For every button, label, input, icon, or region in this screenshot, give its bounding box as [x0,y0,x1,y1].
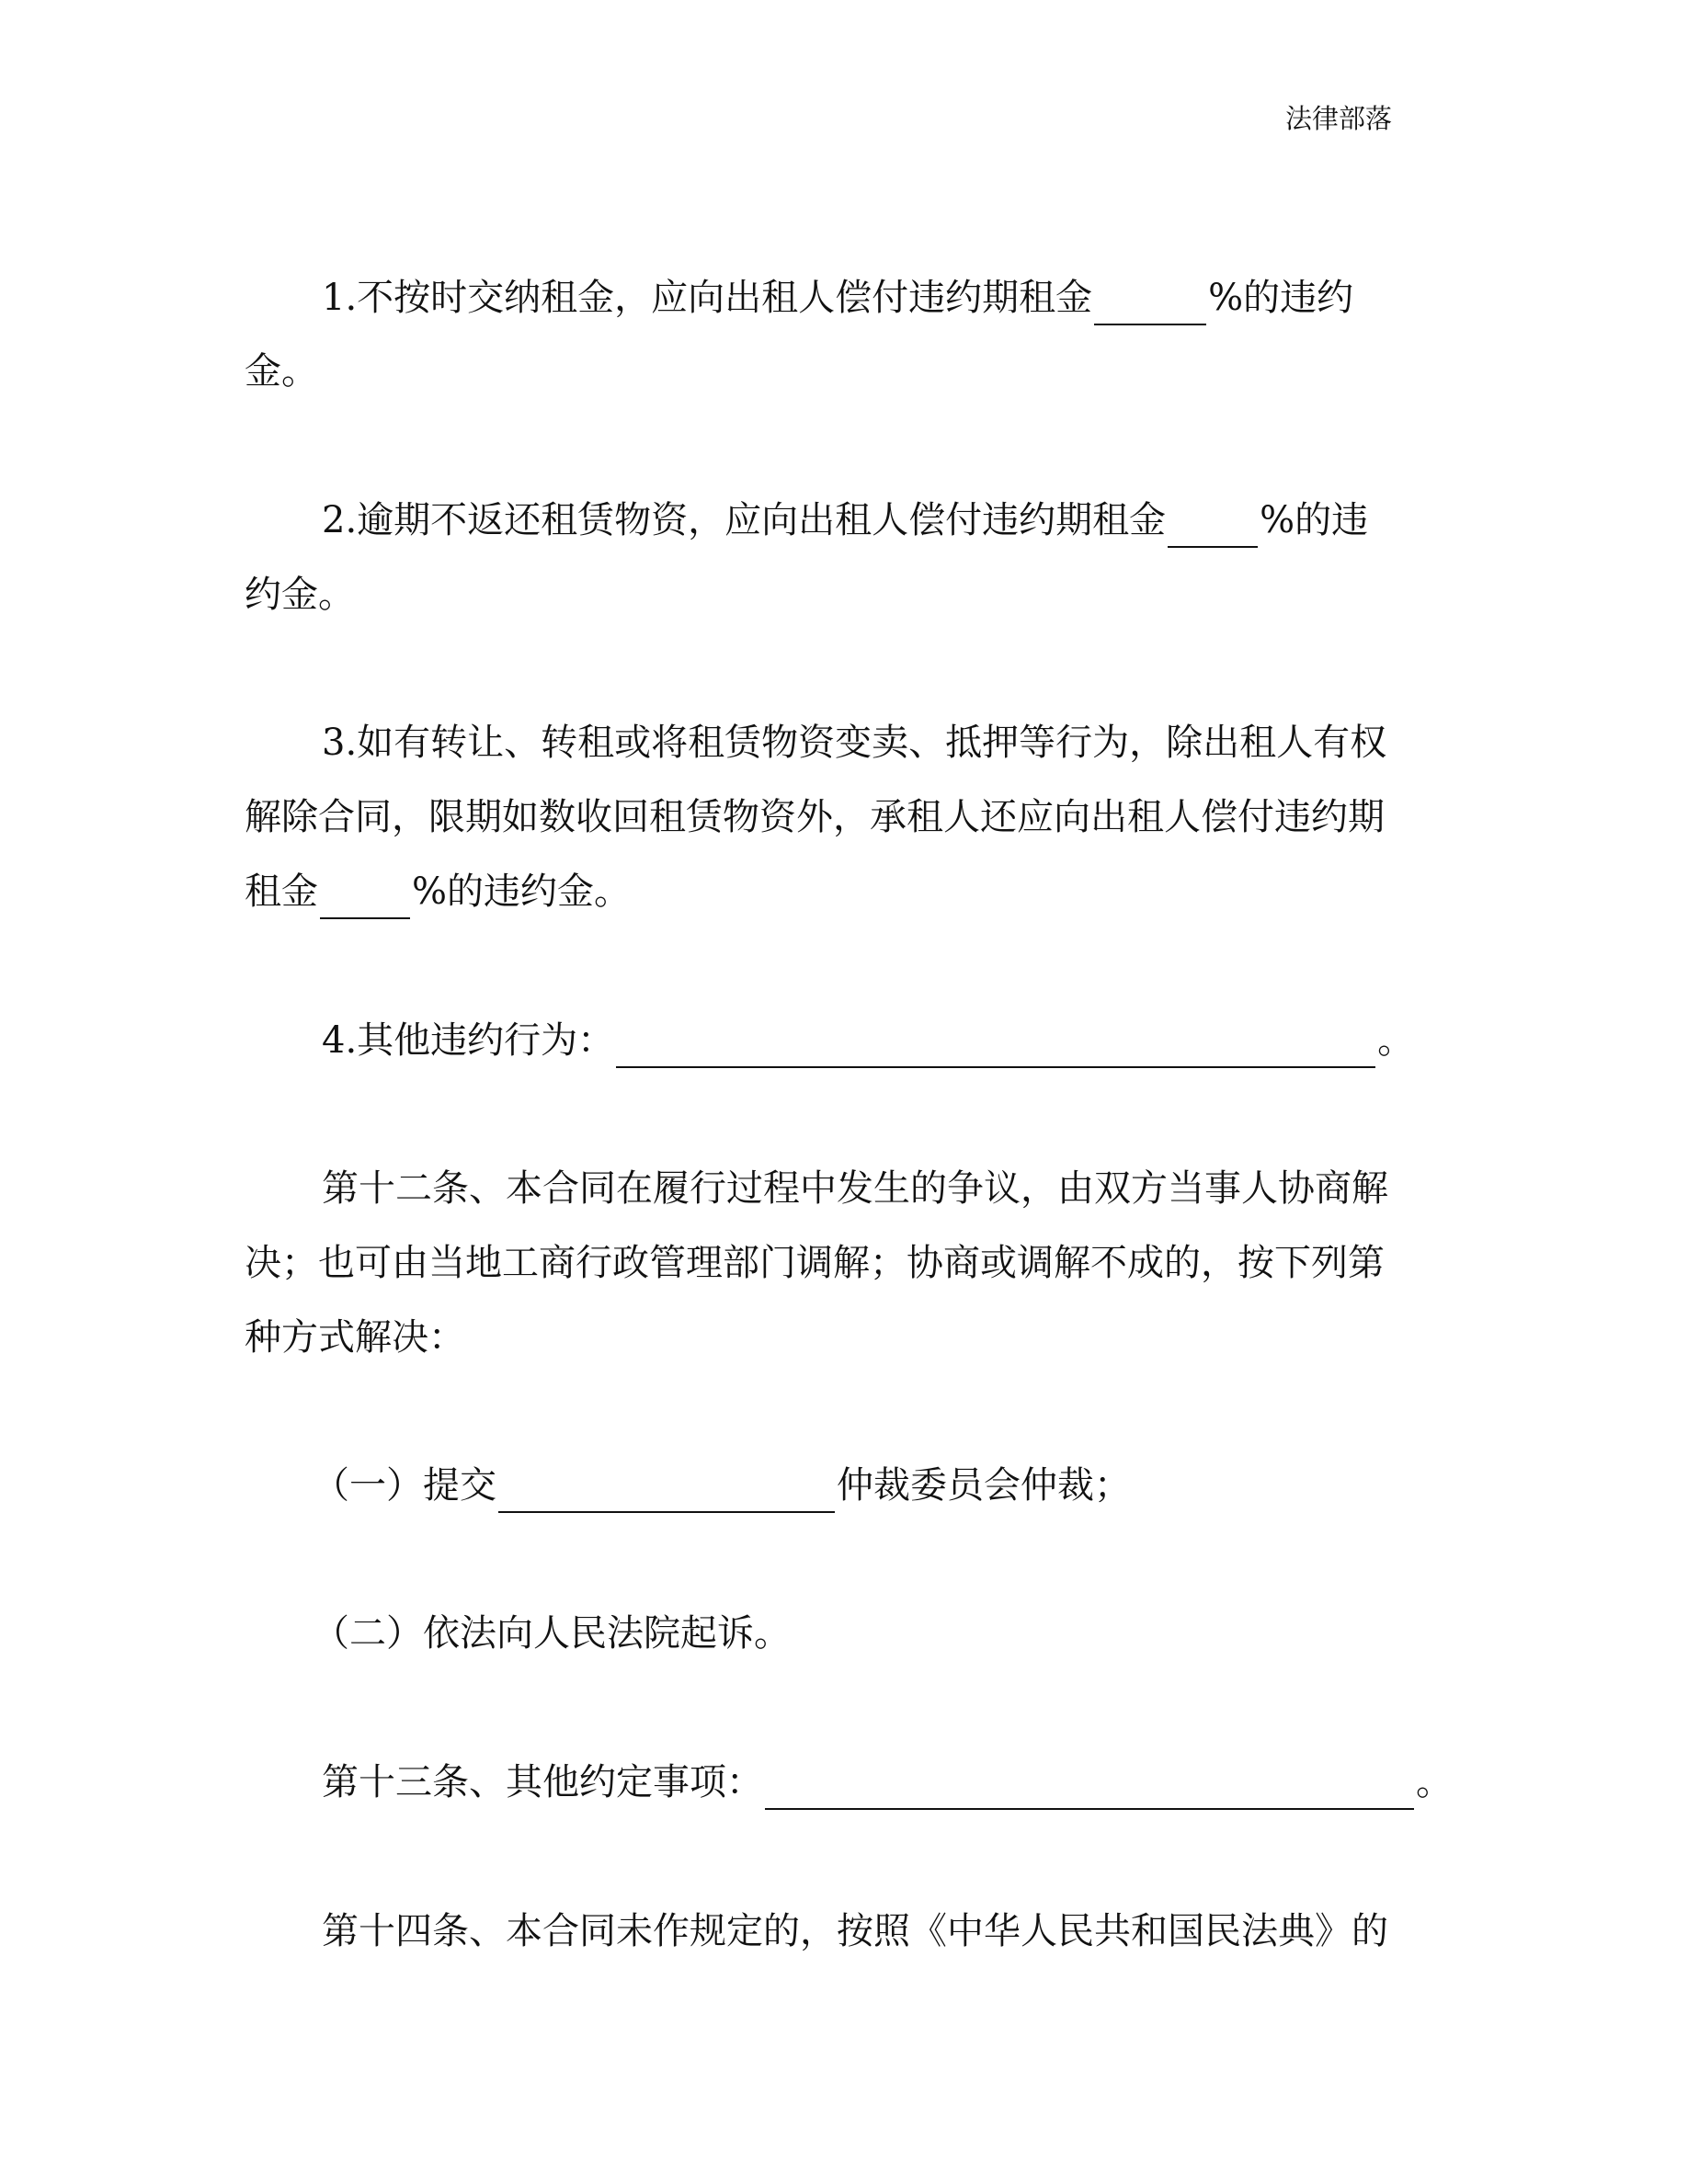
arbitration-commission-blank[interactable] [498,1465,835,1513]
article12-line1: 第十二条、本合同在履行过程中发生的争议，由双方当事人协商解 [322,1167,1388,1210]
item1-text-before: 1.不按时交纳租金，应向出租人偿付违约期租金 [322,277,1093,319]
option1-text-before: （一）提交 [313,1464,496,1507]
item3-text-after: %的违约金。 [412,870,632,913]
article13-end: 。 [1416,1761,1453,1803]
item3-text-before: 租金 [245,870,318,913]
item2-line1 [322,493,1368,548]
item1-text-after: %的违约 [1208,277,1354,319]
item4-label: 4.其他违约行为： [322,1019,615,1062]
item3-line3 [245,864,631,919]
item2-blank[interactable] [1168,500,1258,548]
article13-label: 第十三条、其他约定事项： [322,1761,763,1803]
article14-line1: 第十四条、本合同未作规定的，按照《中华人民共和国民法典》的 [322,1910,1388,1952]
item2-text-after: %的违 [1260,499,1369,541]
article12-option2: （二）依法向人民法院起诉。 [313,1612,791,1655]
article13-blank[interactable] [765,1762,1414,1810]
item4-line [322,1013,1414,1068]
item1-blank[interactable] [1094,278,1206,325]
article12-line3: 种方式解决： [245,1316,465,1359]
item4-end: 。 [1377,1019,1415,1062]
article12-option1 [313,1458,1131,1513]
item2-line2: 约金。 [245,574,355,616]
article12-line2: 决；也可由当地工商行政管理部门调解；协商或调解不成的，按下列第 [245,1242,1385,1284]
item4-blank[interactable] [616,1020,1375,1068]
option1-text-after: 仲裁委员会仲裁； [837,1464,1131,1507]
item2-text-before: 2.逾期不返还租赁物资，应向出租人偿付违约期租金 [322,499,1167,541]
item3-line2: 解除合同，限期如数收回租赁物资外，承租人还应向出租人偿付违约期 [245,796,1385,838]
item1-line2: 金。 [245,350,318,392]
header-title: 法律部落 [1285,103,1393,134]
item3-line1: 3.如有转让、转租或将租赁物资变卖、抵押等行为，除出租人有权 [322,722,1387,764]
article13-line [322,1755,1453,1810]
item3-blank[interactable] [320,871,410,919]
item1-line1 [322,270,1353,325]
